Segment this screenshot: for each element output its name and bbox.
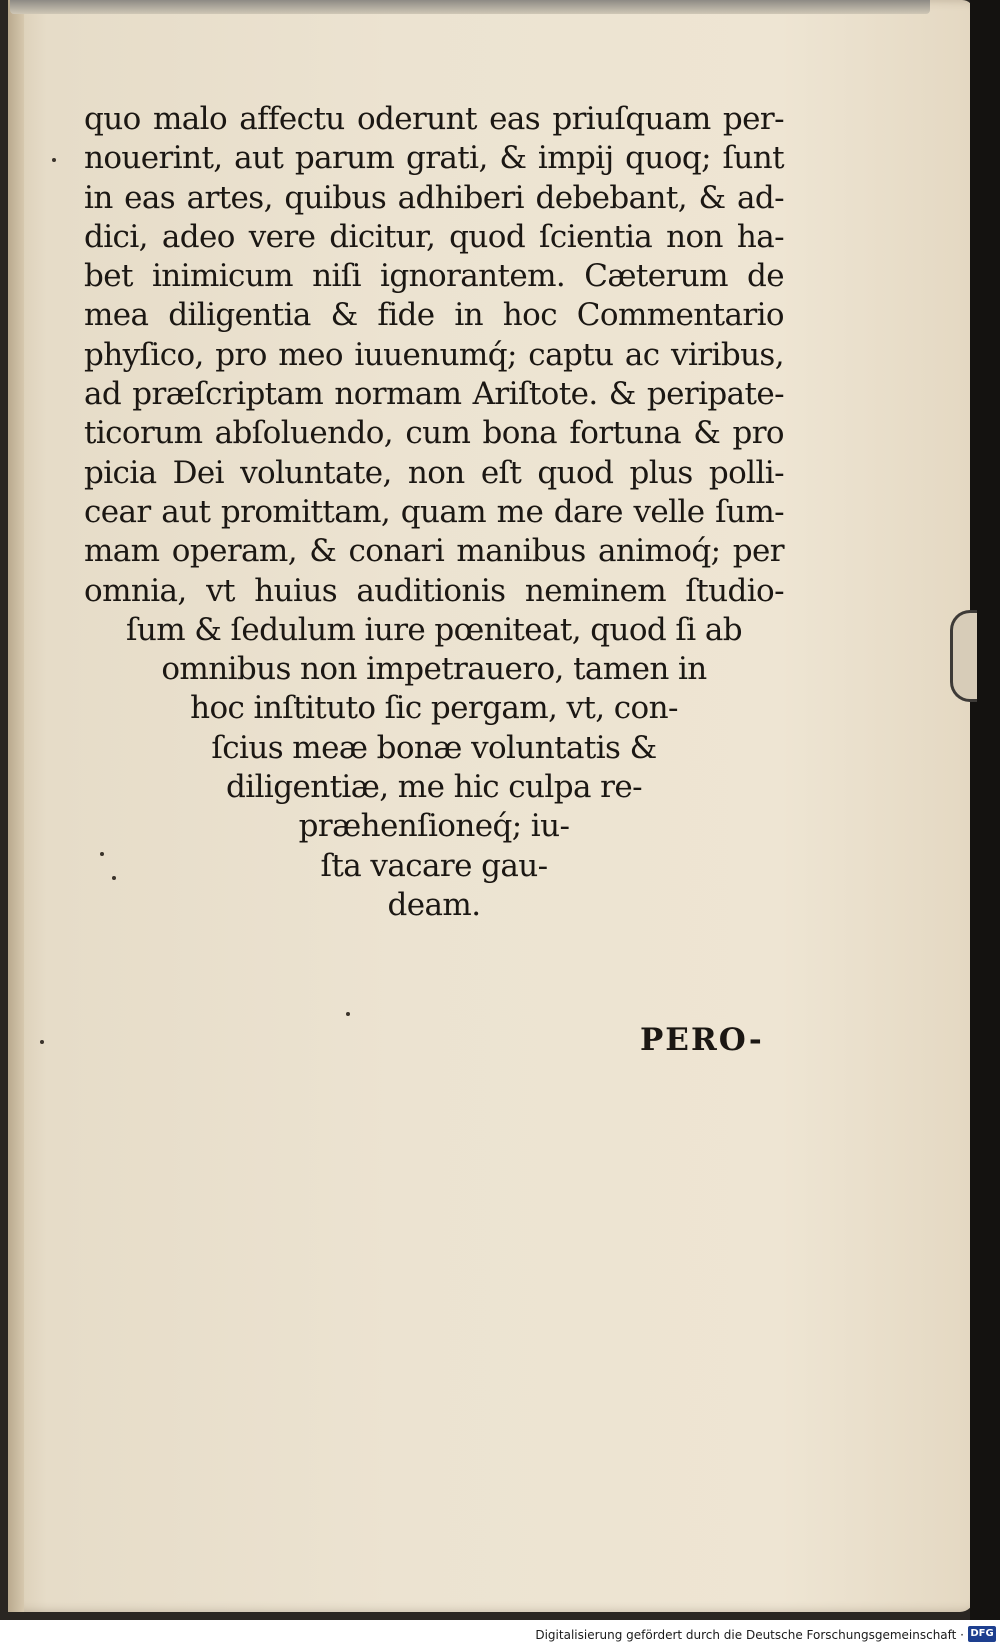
text-line: cear aut promittam, quam me dare velle ſum- bbox=[84, 493, 784, 530]
text-line: bet inimicum niſi ignorantem. Cæterum de bbox=[84, 258, 784, 295]
text-line: omnia, vt huius auditionis neminem ſtudio- bbox=[84, 572, 784, 609]
taper-line: ſta vacare gau- bbox=[320, 847, 548, 884]
taper-line: ſum & ſedulum iure pœniteat, quod ſi ab bbox=[126, 611, 742, 648]
text-line: nouerint, aut parum grati, & impij quoq; ſunt bbox=[84, 140, 784, 177]
text-line: dici, adeo vere dicitur, quod ſcientia non ha- bbox=[84, 218, 784, 255]
book-clasp bbox=[950, 610, 977, 702]
taper-line: diligentiæ, me hic culpa re- bbox=[226, 769, 642, 806]
ink-speck bbox=[40, 1040, 44, 1044]
catchword: PERO- bbox=[640, 1022, 764, 1058]
text-line: mea diligentia & fide in hoc Commentario bbox=[84, 297, 784, 334]
page-gutter bbox=[8, 0, 24, 1612]
text-line: in eas artes, quibus adhiberi debebant, & ad- bbox=[84, 179, 784, 216]
scan-right-border bbox=[970, 0, 1000, 1620]
page-top-edge bbox=[10, 0, 930, 14]
funding-credit: Digitalisierung gefördert durch die Deutsche Forschungsgemeinschaft · bbox=[535, 1628, 964, 1642]
ink-speck bbox=[52, 158, 56, 162]
text-line: ticorum abſoluendo, cum bona fortuna & pro bbox=[84, 415, 784, 452]
taper-line: ſcius meæ bonæ voluntatis & bbox=[211, 729, 657, 766]
taper-line: omnibus non impetrauero, tamen in bbox=[161, 651, 707, 688]
text-line: ad præſcriptam normam Ariſtote. & peripate- bbox=[84, 376, 784, 413]
text-line: phyſico, pro meo iuuenumq́; captu ac viribus, bbox=[84, 336, 784, 373]
ink-speck bbox=[346, 1012, 350, 1016]
text-line: quo malo affectu oderunt eas priuſquam per- bbox=[84, 101, 784, 137]
main-text bbox=[84, 100, 784, 925]
text-line: picia Dei voluntate, non eſt quod plus polli- bbox=[84, 454, 784, 491]
dfg-logo: DFG bbox=[968, 1626, 996, 1642]
text-line: mam operam, & conari manibus animoq́; per bbox=[84, 533, 784, 570]
taper-line: deam. bbox=[387, 886, 481, 923]
taper-line: hoc inſtituto ſic pergam, vt, con- bbox=[190, 690, 678, 727]
taper-line: præhenſioneq́; iu- bbox=[298, 808, 570, 845]
footer-bar bbox=[0, 1620, 1000, 1648]
